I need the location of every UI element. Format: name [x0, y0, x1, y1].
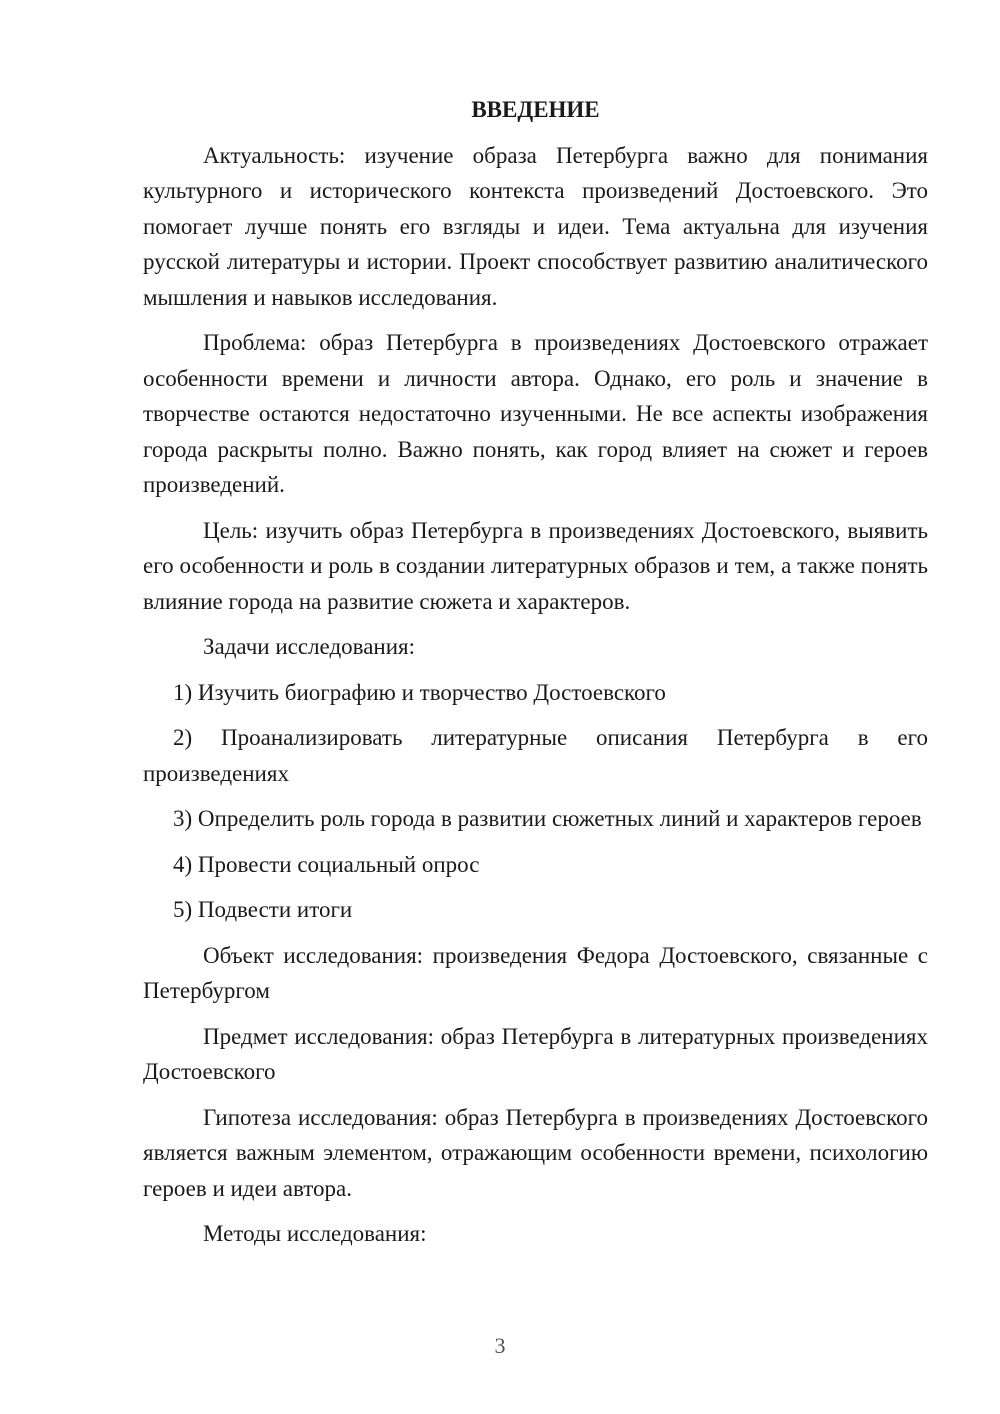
paragraph-problem: Проблема: образ Петербурга в произведениях Достоевского отражает особенности времени и личности автора. Однако, его роль и значение в творчестве остаются недостаточно изученными. Не все аспекты изображения города раскрыты полно. Важно понять, как город влияет на сюжет и героев произведений.: [143, 330, 928, 497]
paragraph-methods: Методы исследования:: [203, 1221, 427, 1246]
paragraph-tasks-heading: Задачи исследования:: [203, 634, 416, 659]
paragraph-goal: Цель: изучить образ Петербурга в произведениях Достоевского, выявить его особенности и роль в создании литературных образов и тем, а также понять влияние города на развитие сюжета и характеров.: [143, 517, 928, 614]
task-item-5: 5) Подвести итоги: [173, 897, 353, 922]
task-item-2: 2) Проанализировать литературные описания Петербурга в его произведениях: [143, 725, 928, 786]
document-page: [143, 92, 928, 1262]
paragraph-object: Объект исследования: произведения Федора Достоевского, связанные с Петербургом: [143, 942, 928, 1003]
task-item-3: 3) Определить роль города в развитии сюжетных линий и характеров героев: [173, 806, 922, 831]
paragraph-subject: Предмет исследования: образ Петербурга в литературных произведениях Достоевского: [143, 1023, 928, 1084]
section-heading: ВВЕДЕНИЕ: [471, 97, 600, 122]
paragraph-relevance: Актуальность: изучение образа Петербурга важно для понимания культурного и исторического контекста произведений Достоевского. Это помогает лучше понять его взгляды и идеи. Тема актуальна для изучения русской литературы и истории. Проект способствует развитию аналитического мышления и навыков исследования.: [143, 142, 928, 310]
page-number: 3: [494, 1333, 506, 1358]
task-item-4: 4) Провести социальный опрос: [173, 851, 480, 877]
paragraph-hypothesis: Гипотеза исследования: образ Петербурга в произведениях Достоевского является важным элементом, отражающим особенности времени, психологию героев и идеи автора.: [143, 1104, 928, 1201]
task-item-1: 1) Изучить биографию и творчество Достоевского: [173, 679, 666, 705]
